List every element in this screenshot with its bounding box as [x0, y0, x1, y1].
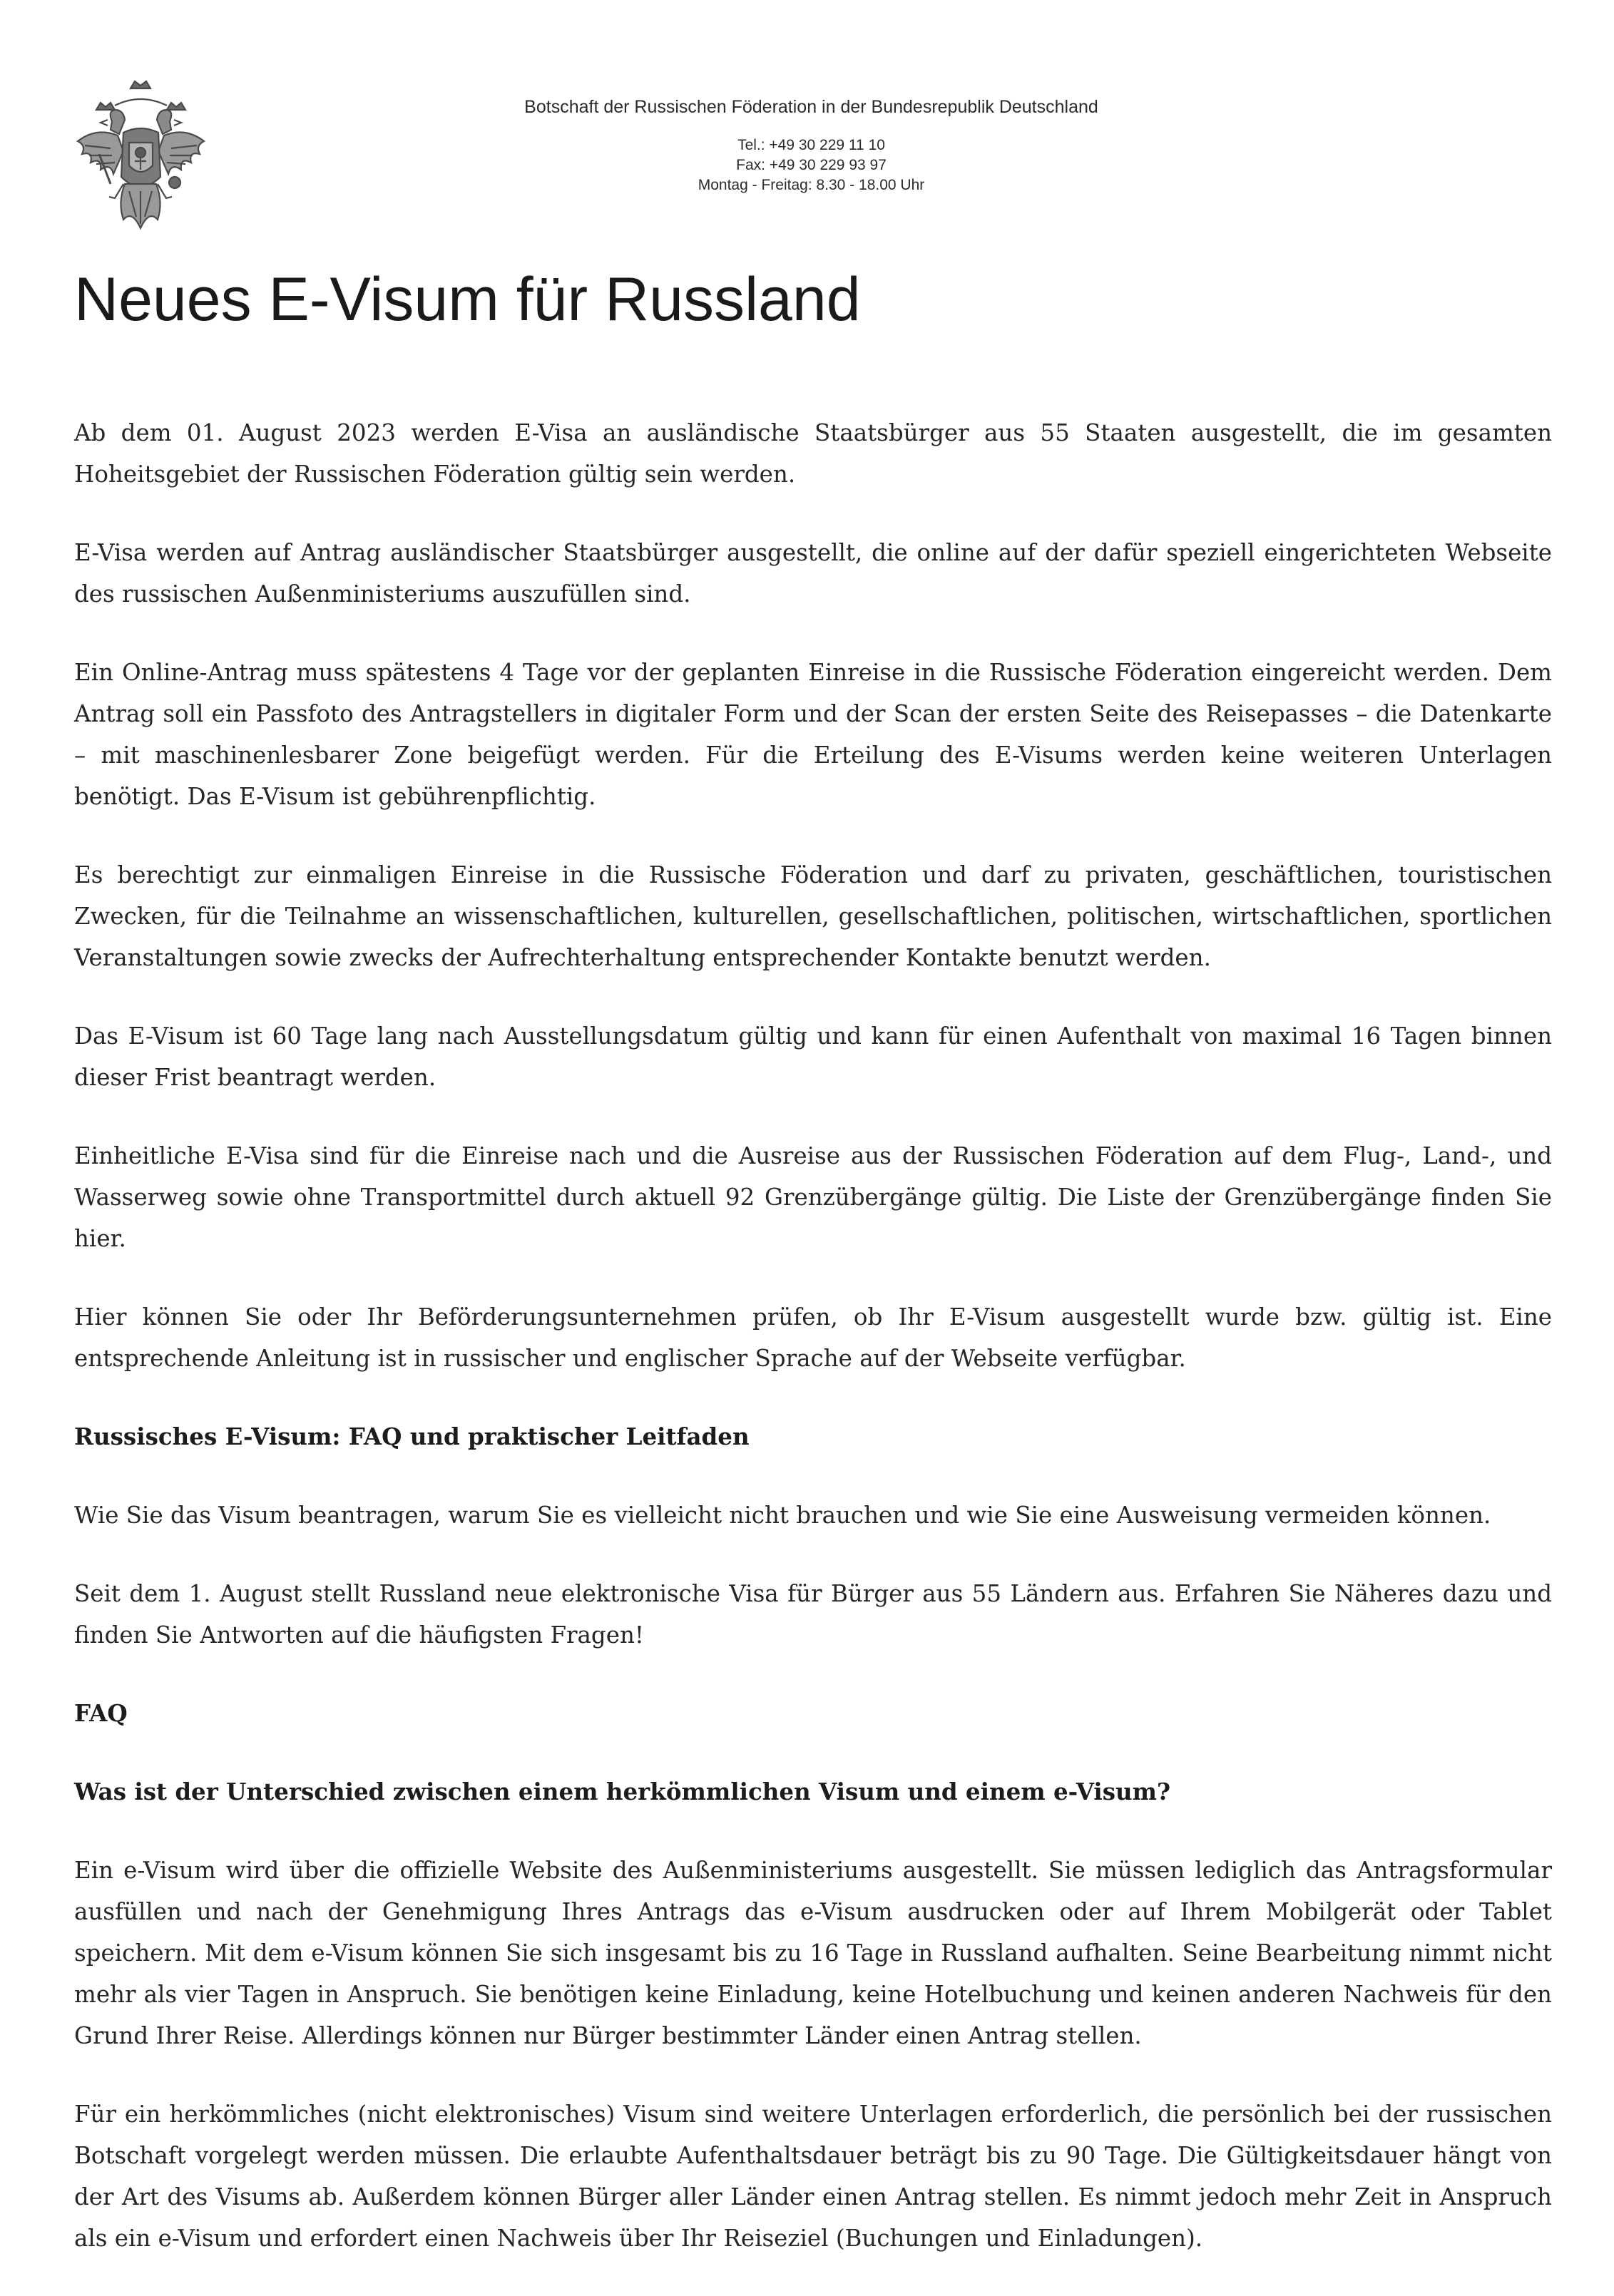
double-headed-eagle-coat-of-arms-icon [68, 77, 214, 237]
letterhead-contact [399, 135, 1223, 195]
guide-heading: Russisches E-Visum: FAQ und praktischer Leitfaden [74, 1423, 750, 1450]
paragraph-online-application-deadline: Ein Online-Antrag muss spätestens 4 Tage vor der geplanten Einreise in die Russische Föderation eingereicht werden. Dem Antrag soll ein Passfoto des Antragstellers in digitaler Form und der Scan der ersten Seite des Reisepasses – die Datenkarte – mit maschinenlesbarer Zone beigefügt werden. Für die Erteilung des E-Visums werden keine weiteren Unterlagen benötigt. Das E-Visum ist gebührenpflichtig. [74, 659, 1552, 810]
page-title: Neues E-Visum für Russland [74, 265, 861, 334]
guide-paragraph: Seit dem 1. August stellt Russland neue elektronische Visa für Bürger aus 55 Ländern aus. Erfahren Sie Näheres dazu und finden Sie Antworten auf die häufigsten Fragen! [74, 1580, 1552, 1649]
faq-heading: FAQ [74, 1699, 128, 1727]
letterhead [399, 94, 1223, 195]
paragraph-evisa-application: E-Visa werden auf Antrag ausländischer Staatsbürger ausgestellt, die online auf der dafür speziell eingerichteten Webseite des russischen Außenministeriums auszufüllen sind. [74, 539, 1552, 608]
faq-answer-conventional-visa: Für ein herkömmliches (nicht elektronisches) Visum sind weitere Unterlagen erforderlich, die persönlich bei der russischen Botschaft vorgelegt werden müssen. Die erlaubte Aufenthaltsdauer beträgt bis zu 90 Tage. Die Gültigkeitsdauer hängt von der Art des Visums ab. Außerdem können Bürger aller Länder einen Antrag stellen. Es nimmt jedoch mehr Zeit in Anspruch als ein e-Visum und erfordert einen Nachweis über Ihr Reiseziel (Buchungen und Einladungen). [74, 2101, 1552, 2252]
letterhead-organization: Botschaft der Russischen Föderation in der Bundesrepublik Deutschland [524, 97, 1098, 117]
letterhead-hours: Montag - Freitag: 8.30 - 18.00 Uhr [698, 177, 925, 193]
paragraph-evisa-introduction: Ab dem 01. August 2023 werden E-Visa an ausländische Staatsbürger aus 55 Staaten ausgestellt, die im gesamten Hoheitsgebiet der Russischen Föderation gültig sein werden. [74, 419, 1552, 488]
paragraph-entry-purposes: Es berechtigt zur einmaligen Einreise in die Russische Föderation und darf zu privaten, geschäftlichen, touristischen Zwecken, für die Teilnahme an wissenschaftlichen, kulturellen, gesellschaftlichen, politischen, wirtschaftlichen, sportlichen Veranstaltungen sowie zwecks der Aufrechterhaltung entsprechender Kontakte benutzt werden. [74, 861, 1552, 971]
guide-intro: Wie Sie das Visum beantragen, warum Sie es vielleicht nicht brauchen und wie Sie eine Ausweisung vermeiden können. [74, 1502, 1491, 1529]
document-body [74, 412, 1552, 2296]
paragraph-status-check: Hier können Sie oder Ihr Beförderungsunternehmen prüfen, ob Ihr E-Visum ausgestellt wurde bzw. gültig ist. Eine entsprechende Anleitung ist in russischer und englischer Sprache auf der Webseite verfügbar. [74, 1303, 1552, 1372]
letterhead-tel: Tel.: +49 30 229 11 10 [737, 137, 885, 153]
paragraph-border-crossings: Einheitliche E-Visa sind für die Einreise nach und die Ausreise aus der Russischen Föderation auf dem Flug-, Land-, und Wasserweg sowie ohne Transportmittel durch aktuell 92 Grenzübergänge gültig. Die Liste der Grenzübergänge finden Sie hier. [74, 1142, 1552, 1252]
faq-question: Was ist der Unterschied zwischen einem herkömmlichen Visum und einem e-Visum? [74, 1778, 1171, 1805]
paragraph-validity: Das E-Visum ist 60 Tage lang nach Ausstellungsdatum gültig und kann für einen Aufenthalt von maximal 16 Tagen binnen dieser Frist beantragt werden. [74, 1023, 1552, 1091]
faq-answer-evisa: Ein e-Visum wird über die offizielle Website des Außenministeriums ausgestellt. Sie müssen lediglich das Antragsformular ausfüllen und nach der Genehmigung Ihres Antrags das e-Visum ausdrucken oder auf Ihrem Mobilgerät oder Tablet speichern. Mit dem e-Visum können Sie sich insgesamt bis zu 16 Tage in Russland aufhalten. Seine Bearbeitung nimmt nicht mehr als vier Tagen in Anspruch. Sie benötigen keine Einladung, keine Hotelbuchung und keinen anderen Nachweis für den Grund Ihrer Reise. Allerdings können nur Bürger bestimmter Länder einen Antrag stellen. [74, 1857, 1552, 2049]
letterhead-fax: Fax: +49 30 229 93 97 [736, 157, 887, 173]
